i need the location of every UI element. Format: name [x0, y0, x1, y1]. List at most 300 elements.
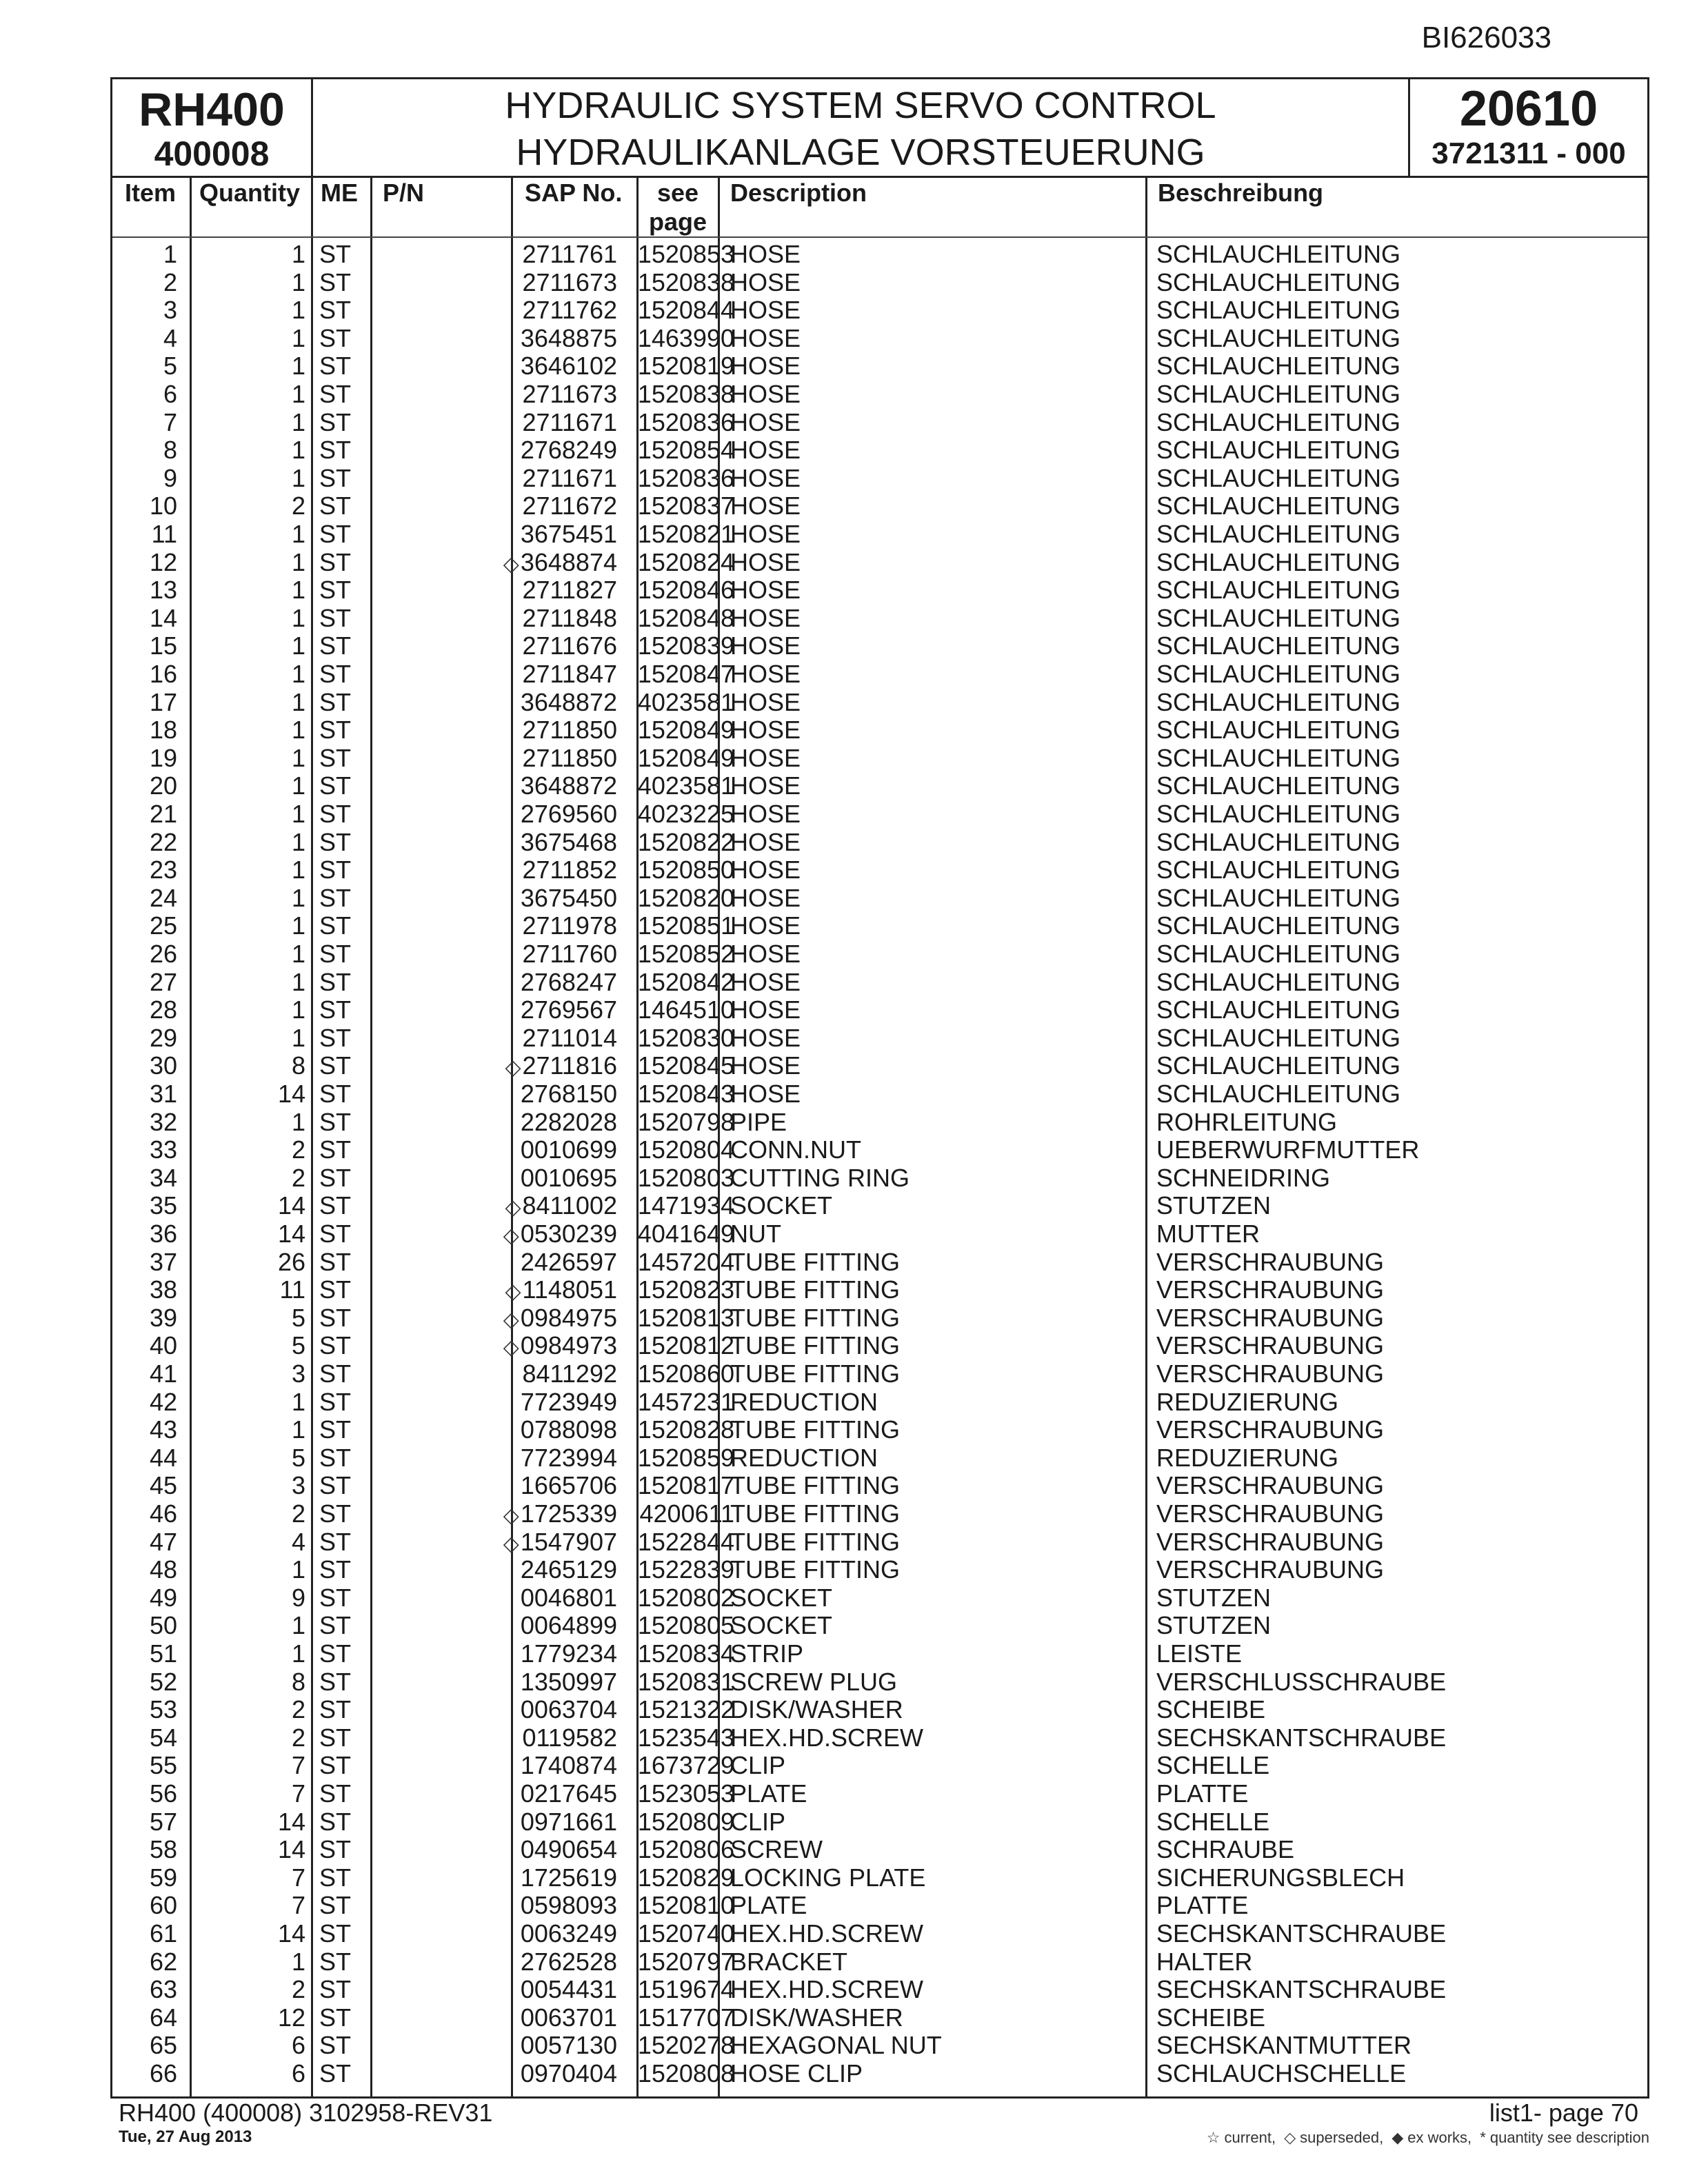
- cell-item: 1: [163, 240, 177, 268]
- cell-me: ST: [319, 883, 352, 912]
- cell-quantity: 1: [291, 1947, 305, 1976]
- column-headers: [112, 176, 1647, 236]
- cell-description: REDUCTION: [730, 1387, 878, 1416]
- cell-description: HOSE: [730, 995, 801, 1024]
- table-row: [112, 969, 1647, 997]
- table-row: [112, 745, 1647, 773]
- cell-beschreibung: SCHELLE: [1156, 1751, 1270, 1780]
- cell-sap: 1520845: [637, 1051, 734, 1080]
- cell-description: CLIP: [730, 1807, 786, 1836]
- cell-description: HOSE: [730, 547, 801, 576]
- cell-me: ST: [319, 1135, 352, 1164]
- cell-quantity: 1: [291, 576, 305, 605]
- cell-me: ST: [319, 771, 352, 800]
- cell-me: ST: [319, 436, 352, 465]
- superseded-icon: ◇: [503, 1504, 519, 1527]
- cell-item: 9: [163, 463, 177, 492]
- footer-page: list1- page 70: [1489, 2099, 1638, 2127]
- cell-beschreibung: REDUZIERUNG: [1156, 1387, 1339, 1416]
- cell-me: ST: [319, 240, 352, 268]
- cell-me: ST: [319, 296, 352, 325]
- cell-quantity: 7: [291, 1863, 305, 1892]
- cell-me: ST: [319, 1331, 352, 1360]
- cell-pn: 2711673: [522, 267, 617, 296]
- cell-description: HEX.HD.SCREW: [730, 1975, 924, 2004]
- cell-item: 28: [149, 995, 177, 1024]
- cell-quantity: 14: [277, 1080, 305, 1108]
- cell-me: ST: [319, 1863, 352, 1892]
- cell-me: ST: [319, 1891, 352, 1920]
- cell-sap: 1520802: [637, 1583, 734, 1612]
- cell-me: ST: [319, 380, 352, 408]
- cell-quantity: 4: [291, 1527, 305, 1556]
- legend-exworks: ex works,: [1407, 2129, 1472, 2146]
- cell-quantity: 11: [279, 1275, 305, 1304]
- cell-sap: 4023581: [637, 771, 734, 800]
- cell-item: 61: [149, 1919, 177, 1948]
- cell-sap: 1520822: [637, 827, 734, 856]
- cell-quantity: 1: [291, 1611, 305, 1640]
- cell-beschreibung: SECHSKANTSCHRAUBE: [1156, 1919, 1447, 1948]
- cell-description: HOSE: [730, 883, 801, 912]
- cell-sap: 1520810: [637, 1891, 734, 1920]
- cell-me: ST: [319, 800, 352, 828]
- col-quantity: Quantity: [199, 179, 301, 207]
- cell-me: ST: [319, 1247, 352, 1276]
- cell-sap: 1520849: [637, 743, 734, 772]
- table-row: [112, 1444, 1647, 1473]
- cell-pn: 2711673: [522, 380, 617, 408]
- table-row: [112, 1388, 1647, 1417]
- cell-quantity: 1: [291, 240, 305, 268]
- table-row: [112, 1360, 1647, 1388]
- star-icon: ☆: [1206, 2129, 1220, 2146]
- cell-sap: 1517707: [637, 2003, 734, 2032]
- cell-sap: 1520848: [637, 603, 734, 632]
- cell-beschreibung: SCHLAUCHLEITUNG: [1156, 940, 1401, 968]
- legend-quantity: quantity see description: [1489, 2129, 1649, 2146]
- cell-item: 51: [149, 1639, 177, 1668]
- cell-beschreibung: STUTZEN: [1156, 1191, 1271, 1220]
- col-me: ME: [321, 179, 358, 207]
- document-id: BI626033: [1421, 21, 1551, 54]
- cell-pn: 1740874: [520, 1751, 617, 1780]
- table-row: [112, 269, 1647, 297]
- superseded-icon: ◇: [503, 1532, 519, 1555]
- cell-sap: 1520821: [637, 520, 734, 548]
- legend-superseded: superseded,: [1300, 2129, 1384, 2146]
- cell-pn: 0010699: [520, 1135, 617, 1164]
- table-row: [112, 1332, 1647, 1360]
- cell-description: TUBE FITTING: [730, 1303, 900, 1332]
- cell-pn: 7723949: [520, 1387, 617, 1416]
- cell-item: 46: [149, 1499, 177, 1528]
- cell-description: HOSE: [730, 827, 801, 856]
- cell-description: HOSE: [730, 463, 801, 492]
- table-row: [112, 829, 1647, 857]
- cell-me: ST: [319, 1555, 352, 1584]
- cell-beschreibung: LEISTE: [1156, 1639, 1243, 1668]
- cell-me: ST: [319, 1359, 352, 1388]
- cell-sap: 1520837: [637, 492, 734, 520]
- cell-description: HOSE: [730, 940, 801, 968]
- cell-beschreibung: SECHSKANTSCHRAUBE: [1156, 1975, 1447, 2004]
- cell-beschreibung: SCHLAUCHLEITUNG: [1156, 323, 1401, 352]
- cell-item: 15: [149, 631, 177, 660]
- cell-pn: 0598093: [520, 1891, 617, 1920]
- cell-pn: 0057130: [520, 2031, 617, 2060]
- cell-beschreibung: SCHLAUCHLEITUNG: [1156, 716, 1401, 745]
- cell-item: 49: [149, 1583, 177, 1612]
- table-row: [112, 1192, 1647, 1220]
- cell-beschreibung: VERSCHRAUBUNG: [1156, 1555, 1385, 1584]
- table-row: [112, 325, 1647, 353]
- col-pn: P/N: [383, 179, 425, 207]
- table-row: [112, 1528, 1647, 1557]
- cell-beschreibung: SCHLAUCHLEITUNG: [1156, 267, 1401, 296]
- cell-sap: 1673729: [637, 1751, 734, 1780]
- group-cell: [1408, 79, 1647, 176]
- cell-beschreibung: SCHLAUCHLEITUNG: [1156, 911, 1401, 940]
- cell-beschreibung: SCHRAUBE: [1156, 1835, 1295, 1864]
- table-row: [112, 1304, 1647, 1333]
- cell-quantity: 1: [291, 967, 305, 996]
- cell-me: ST: [319, 1499, 352, 1528]
- cell-pn: 0063701: [520, 2003, 617, 2032]
- cell-pn: 2711760: [522, 940, 617, 968]
- cell-pn: 2768150: [520, 1080, 617, 1108]
- cell-item: 41: [149, 1359, 177, 1388]
- cell-pn: 0054431: [520, 1975, 617, 2004]
- cell-quantity: 5: [291, 1443, 305, 1472]
- cell-me: ST: [319, 1919, 352, 1948]
- cell-quantity: 1: [291, 1639, 305, 1668]
- cell-description: HOSE: [730, 1051, 801, 1080]
- col-page: page: [649, 208, 707, 236]
- cell-beschreibung: SECHSKANTSCHRAUBE: [1156, 1723, 1447, 1752]
- model-cell: [112, 79, 313, 176]
- cell-pn: 0046801: [520, 1583, 617, 1612]
- part-number-text: 0530239: [520, 1220, 617, 1248]
- part-number-text: 1148051: [522, 1275, 617, 1304]
- cell-item: 57: [149, 1807, 177, 1836]
- cell-pn: 1725619: [520, 1863, 617, 1892]
- cell-pn: 0063249: [520, 1919, 617, 1948]
- cell-description: HOSE CLIP: [730, 2059, 863, 2087]
- table-row: [112, 1864, 1647, 1892]
- cell-quantity: 1: [291, 631, 305, 660]
- table-row: [112, 296, 1647, 325]
- cell-item: 45: [149, 1471, 177, 1500]
- cell-quantity: 3: [291, 1471, 305, 1500]
- cell-sap: 1520839: [637, 631, 734, 660]
- cell-sap: 1523053: [637, 1779, 734, 1808]
- cell-beschreibung: SCHLAUCHLEITUNG: [1156, 631, 1401, 660]
- cell-item: 58: [149, 1835, 177, 1864]
- cell-beschreibung: VERSCHRAUBUNG: [1156, 1247, 1385, 1276]
- cell-quantity: 1: [291, 800, 305, 828]
- cell-item: 5: [163, 352, 177, 381]
- superseded-icon: ◇: [503, 1308, 519, 1331]
- cell-description: HOSE: [730, 800, 801, 828]
- cell-description: CLIP: [730, 1751, 786, 1780]
- cell-item: 18: [149, 716, 177, 745]
- cell-me: ST: [319, 463, 352, 492]
- cell-sap: 4023581: [637, 687, 734, 716]
- cell-pn: 3646102: [520, 352, 617, 381]
- cell-me: ST: [319, 716, 352, 745]
- cell-item: 26: [149, 940, 177, 968]
- cell-beschreibung: SCHLAUCHLEITUNG: [1156, 407, 1401, 436]
- cell-item: 14: [149, 603, 177, 632]
- cell-sap: 1457204: [637, 1247, 734, 1276]
- cell-beschreibung: SICHERUNGSBLECH: [1156, 1863, 1405, 1892]
- cell-item: 21: [149, 800, 177, 828]
- cell-pn: 2426597: [520, 1247, 617, 1276]
- cell-beschreibung: STUTZEN: [1156, 1583, 1271, 1612]
- cell-me: ST: [319, 323, 352, 352]
- cell-beschreibung: SCHLAUCHLEITUNG: [1156, 492, 1401, 520]
- table-row: [112, 1416, 1647, 1444]
- cell-description: BRACKET: [730, 1947, 848, 1976]
- table-row: [112, 492, 1647, 520]
- cell-description: HEXAGONAL NUT: [730, 2031, 942, 2060]
- cell-sap: 1520817: [637, 1471, 734, 1500]
- cell-item: 31: [149, 1080, 177, 1108]
- cell-sap: 1520803: [637, 1163, 734, 1192]
- cell-sap: 1520798: [637, 1107, 734, 1136]
- serial-number: 400008: [154, 134, 270, 173]
- cell-description: HOSE: [730, 716, 801, 745]
- cell-item: 55: [149, 1751, 177, 1780]
- cell-sap: 1520809: [637, 1807, 734, 1836]
- cell-me: ST: [319, 547, 352, 576]
- cell-beschreibung: SCHLAUCHLEITUNG: [1156, 547, 1401, 576]
- table-row: [112, 465, 1647, 493]
- table-row: [112, 940, 1647, 969]
- cell-item: 25: [149, 911, 177, 940]
- part-number-text: 3648874: [520, 547, 617, 576]
- table-row: [112, 520, 1647, 549]
- cell-quantity: 2: [291, 1975, 305, 2004]
- cell-me: ST: [319, 1807, 352, 1836]
- cell-quantity: 8: [291, 1667, 305, 1696]
- cell-sap: 1523543: [637, 1723, 734, 1752]
- cell-sap: 1520836: [637, 407, 734, 436]
- cell-description: TUBE FITTING: [730, 1247, 900, 1276]
- cell-description: HOSE: [730, 240, 801, 268]
- cell-description: HOSE: [730, 1080, 801, 1108]
- cell-description: TUBE FITTING: [730, 1359, 900, 1388]
- cell-item: 63: [149, 1975, 177, 2004]
- title-cell: [311, 79, 1410, 176]
- cell-sap: 1522839: [637, 1555, 734, 1584]
- cell-quantity: 2: [291, 492, 305, 520]
- table-row: [112, 660, 1647, 689]
- cell-me: ST: [319, 1611, 352, 1640]
- cell-quantity: 1: [291, 407, 305, 436]
- cell-item: 40: [149, 1331, 177, 1360]
- cell-description: HOSE: [730, 436, 801, 465]
- table-row: [112, 689, 1647, 717]
- cell-me: ST: [319, 1303, 352, 1332]
- table-row: [112, 1556, 1647, 1584]
- cell-beschreibung: MUTTER: [1156, 1220, 1260, 1248]
- footer-date: Tue, 27 Aug 2013: [119, 2127, 252, 2146]
- cell-pn: 0971661: [520, 1807, 617, 1836]
- cell-quantity: 1: [291, 436, 305, 465]
- cell-me: ST: [319, 940, 352, 968]
- cell-pn: 8411292: [522, 1359, 617, 1388]
- cell-pn: 2711672: [522, 492, 617, 520]
- cell-quantity: 7: [291, 1779, 305, 1808]
- cell-quantity: 1: [291, 520, 305, 548]
- part-number-text: 1547907: [520, 1527, 617, 1556]
- cell-description: LOCKING PLATE: [730, 1863, 926, 1892]
- cell-description: TUBE FITTING: [730, 1331, 900, 1360]
- cell-me: ST: [319, 1443, 352, 1472]
- cell-beschreibung: VERSCHRAUBUNG: [1156, 1415, 1385, 1444]
- cell-pn: 0490654: [520, 1835, 617, 1864]
- cell-me: ST: [319, 1471, 352, 1500]
- cell-item: 56: [149, 1779, 177, 1808]
- cell-beschreibung: SCHLAUCHLEITUNG: [1156, 800, 1401, 828]
- table-row: [112, 1276, 1647, 1304]
- table-row: [112, 996, 1647, 1024]
- cell-beschreibung: SCHLAUCHLEITUNG: [1156, 436, 1401, 465]
- table-row: [112, 1052, 1647, 1080]
- cell-me: ST: [319, 1220, 352, 1248]
- cell-pn: 3675450: [520, 883, 617, 912]
- cell-description: HOSE: [730, 492, 801, 520]
- cell-me: ST: [319, 1835, 352, 1864]
- table-row: [112, 352, 1647, 381]
- table-row: [112, 1584, 1647, 1612]
- cell-beschreibung: SCHLAUCHLEITUNG: [1156, 380, 1401, 408]
- cell-me: ST: [319, 1107, 352, 1136]
- cell-item: 54: [149, 1723, 177, 1752]
- cell-beschreibung: SCHLAUCHLEITUNG: [1156, 827, 1401, 856]
- table-row: [112, 884, 1647, 913]
- cell-pn: 1350997: [520, 1667, 617, 1696]
- cell-beschreibung: REDUZIERUNG: [1156, 1443, 1339, 1472]
- cell-pn: 2711827: [522, 576, 617, 605]
- cell-pn: 1779234: [520, 1639, 617, 1668]
- cell-sap: 1471934: [637, 1191, 734, 1220]
- cell-sap: 1520831: [637, 1667, 734, 1696]
- cell-pn: 2711014: [522, 1023, 617, 1052]
- table-row: [112, 1612, 1647, 1640]
- header-block: [112, 79, 1647, 178]
- cell-pn: 2711762: [522, 296, 617, 325]
- cell-sap: 1522844: [637, 1527, 734, 1556]
- cell-sap: 4200611: [639, 1499, 734, 1528]
- cell-item: 60: [149, 1891, 177, 1920]
- cell-me: ST: [319, 687, 352, 716]
- cell-description: REDUCTION: [730, 1443, 878, 1472]
- cell-item: 52: [149, 1667, 177, 1696]
- cell-sap: 4041649: [637, 1220, 734, 1248]
- part-number-text: 0984975: [520, 1303, 617, 1332]
- cell-item: 35: [149, 1191, 177, 1220]
- cell-sap: 1520854: [637, 436, 734, 465]
- cell-me: ST: [319, 1947, 352, 1976]
- part-number-text: 2711816: [522, 1051, 617, 1080]
- header-rule: [112, 236, 1647, 238]
- cell-beschreibung: SCHLAUCHSCHELLE: [1156, 2059, 1407, 2087]
- cell-beschreibung: SCHLAUCHLEITUNG: [1156, 687, 1401, 716]
- cell-pn: 2762528: [520, 1947, 617, 1976]
- cell-beschreibung: VERSCHRAUBUNG: [1156, 1331, 1385, 1360]
- cell-beschreibung: SCHNEIDRING: [1156, 1163, 1331, 1192]
- cell-quantity: 1: [291, 660, 305, 688]
- cell-me: ST: [319, 1695, 352, 1724]
- cell-description: HEX.HD.SCREW: [730, 1723, 924, 1752]
- cell-item: 17: [149, 687, 177, 716]
- cell-me: ST: [319, 1023, 352, 1052]
- cell-pn: 2768249: [520, 436, 617, 465]
- model-name: RH400: [139, 83, 285, 136]
- cell-beschreibung: SCHLAUCHLEITUNG: [1156, 1080, 1401, 1108]
- cell-item: 29: [149, 1023, 177, 1052]
- cell-me: ST: [319, 1639, 352, 1668]
- cell-quantity: 1: [291, 603, 305, 632]
- cell-item: 65: [149, 2031, 177, 2060]
- title-german: HYDRAULIKANLAGE VORSTEUERUNG: [516, 132, 1205, 173]
- cell-sap: 1520842: [637, 967, 734, 996]
- cell-description: SCREW PLUG: [730, 1667, 898, 1696]
- cell-me: ST: [319, 407, 352, 436]
- table-row: [112, 576, 1647, 605]
- cell-description: TUBE FITTING: [730, 1555, 900, 1584]
- legend: [1203, 2129, 1649, 2147]
- cell-beschreibung: SCHLAUCHLEITUNG: [1156, 240, 1401, 268]
- cell-item: 64: [149, 2003, 177, 2032]
- cell-me: ST: [319, 1275, 352, 1304]
- cell-me: ST: [319, 2059, 352, 2087]
- cell-pn: 2465129: [520, 1555, 617, 1584]
- cell-item: 50: [149, 1611, 177, 1640]
- cell-me: ST: [319, 603, 352, 632]
- cell-sap: 1520834: [637, 1639, 734, 1668]
- cell-sap: 4023225: [637, 800, 734, 828]
- cell-description: HOSE: [730, 407, 801, 436]
- cell-pn: 3648872: [520, 771, 617, 800]
- cell-quantity: 2: [291, 1135, 305, 1164]
- cell-quantity: 5: [291, 1303, 305, 1332]
- cell-item: 20: [149, 771, 177, 800]
- cell-sap: 1464510: [637, 995, 734, 1024]
- cell-pn: 2711978: [522, 911, 617, 940]
- table-row: [112, 1220, 1647, 1248]
- cell-sap: 1520847: [637, 660, 734, 688]
- cell-me: ST: [319, 492, 352, 520]
- cell-quantity: 1: [291, 687, 305, 716]
- superseded-icon: ◇: [505, 1280, 521, 1304]
- cell-description: HOSE: [730, 660, 801, 688]
- cell-quantity: 14: [277, 1835, 305, 1864]
- cell-me: ST: [319, 520, 352, 548]
- cell-item: 36: [149, 1220, 177, 1248]
- cell-pn: 2711852: [522, 856, 617, 884]
- cell-me: ST: [319, 660, 352, 688]
- cell-sap: 1520823: [637, 1275, 734, 1304]
- cell-item: 10: [149, 492, 177, 520]
- table-row: [112, 1752, 1647, 1780]
- cell-item: 44: [149, 1443, 177, 1472]
- cell-item: 33: [149, 1135, 177, 1164]
- cell-description: SCREW: [730, 1835, 823, 1864]
